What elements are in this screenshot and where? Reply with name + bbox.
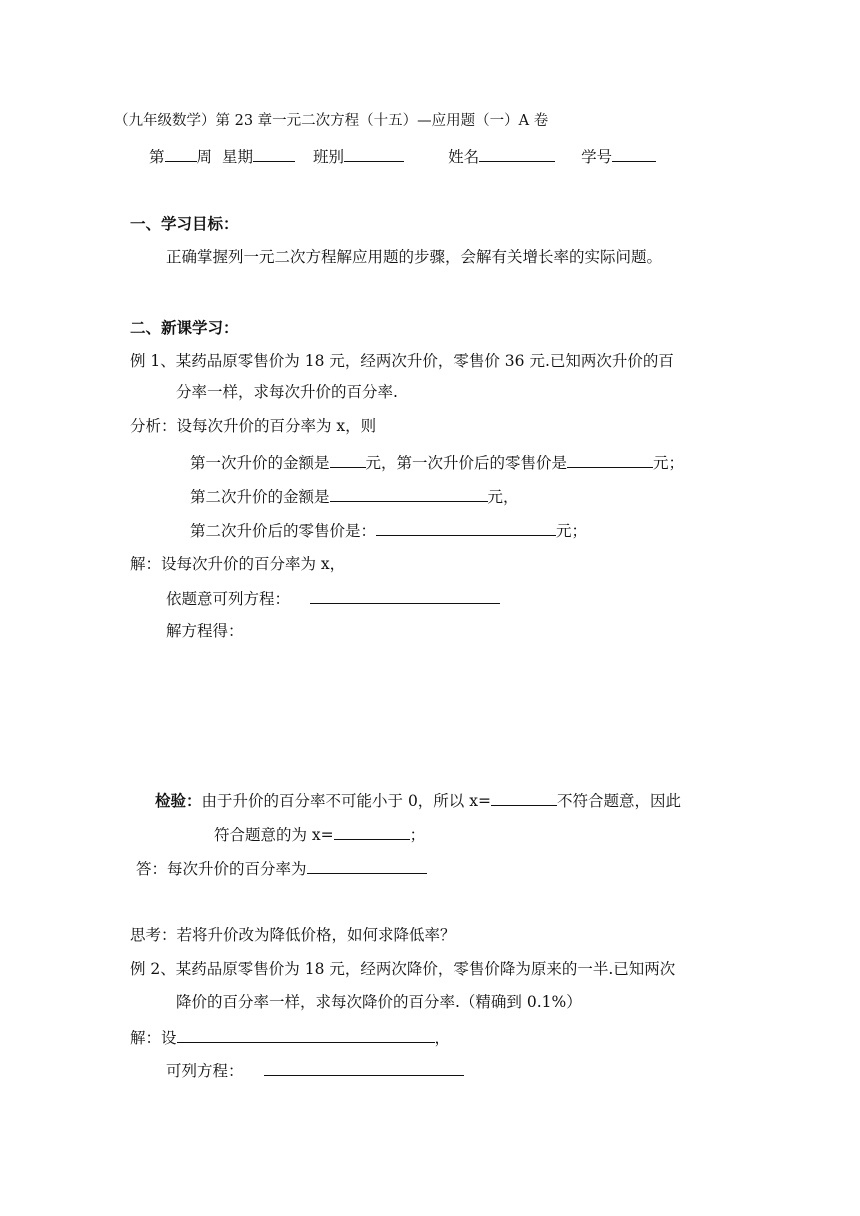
- reject-root-blank[interactable]: [491, 789, 557, 806]
- analysis-step2: 第二次升价的金额是 元，: [190, 485, 519, 508]
- name-blank[interactable]: [479, 145, 555, 162]
- first-increase-blank[interactable]: [330, 451, 366, 468]
- first-price-blank[interactable]: [567, 451, 653, 468]
- analysis-step3: 第二次升价后的零售价是： 元；: [190, 519, 587, 542]
- second-price-blank[interactable]: [376, 519, 556, 536]
- weekday-label: 星期: [222, 148, 254, 166]
- analysis-step1: 第一次升价的金额是 元，第一次升价后的零售价是 元；: [190, 451, 684, 474]
- id-blank[interactable]: [612, 145, 656, 162]
- week-prefix: 第: [149, 148, 165, 166]
- section1-heading: 一、学习目标：: [130, 215, 239, 233]
- weekday-blank[interactable]: [253, 145, 295, 162]
- section1-text: 正确掌握列一元二次方程解应用题的步骤，会解有关增长率的实际问题。: [166, 248, 663, 266]
- equation2-blank[interactable]: [264, 1059, 464, 1076]
- id-label: 学号: [581, 148, 613, 166]
- example2-line1: 例 2、某药品原零售价为 18 元，经两次降价，零售价降为原来的一半.已知两次: [130, 960, 676, 978]
- answer-line: 答：每次升价的百分率为: [136, 857, 427, 880]
- solution-line: 解：设每次升价的百分率为 x，: [130, 555, 346, 573]
- check-line: 检验：由于升价的百分率不可能小于 0，所以 x= 不符合题意，因此: [155, 789, 681, 812]
- equation-blank[interactable]: [310, 587, 500, 604]
- check-label: 检验：: [155, 792, 202, 810]
- worksheet-title: （九年级数学）第 23 章一元二次方程（十五）—应用题（一）A 卷: [114, 113, 549, 129]
- example1-line2: 分率一样，求每次升价的百分率.: [176, 383, 398, 401]
- class-blank[interactable]: [344, 145, 404, 162]
- name-label: 姓名: [448, 148, 480, 166]
- valid-root-blank[interactable]: [334, 823, 410, 840]
- week-suffix: 周: [196, 148, 213, 166]
- answer-blank[interactable]: [307, 857, 427, 874]
- let-blank[interactable]: [177, 1026, 435, 1043]
- solve-line: 解方程得：: [166, 622, 244, 640]
- think-line: 思考：若将升价改为降低价格，如何求降低率？: [130, 926, 456, 944]
- class-label: 班别: [313, 148, 345, 166]
- header-info-row: [149, 145, 656, 168]
- analysis-line: 分析：设每次升价的百分率为 x，则: [130, 417, 377, 435]
- check-line2: 符合题意的为 x= ；: [214, 823, 425, 846]
- week-blank[interactable]: [165, 145, 197, 162]
- equation-line: 依题意可列方程：: [166, 587, 500, 610]
- example2-line2: 降价的百分率一样，求每次降价的百分率.（精确到 0.1%）: [176, 993, 582, 1011]
- equation2-line: 可列方程：: [166, 1059, 464, 1082]
- second-increase-blank[interactable]: [330, 485, 488, 502]
- section2-heading: 二、新课学习：: [130, 319, 239, 337]
- example1-line1: 例 1、某药品原零售价为 18 元，经两次升价，零售价 36 元.已知两次升价的百: [130, 352, 674, 370]
- solution2-line: 解：设 ，: [130, 1026, 450, 1049]
